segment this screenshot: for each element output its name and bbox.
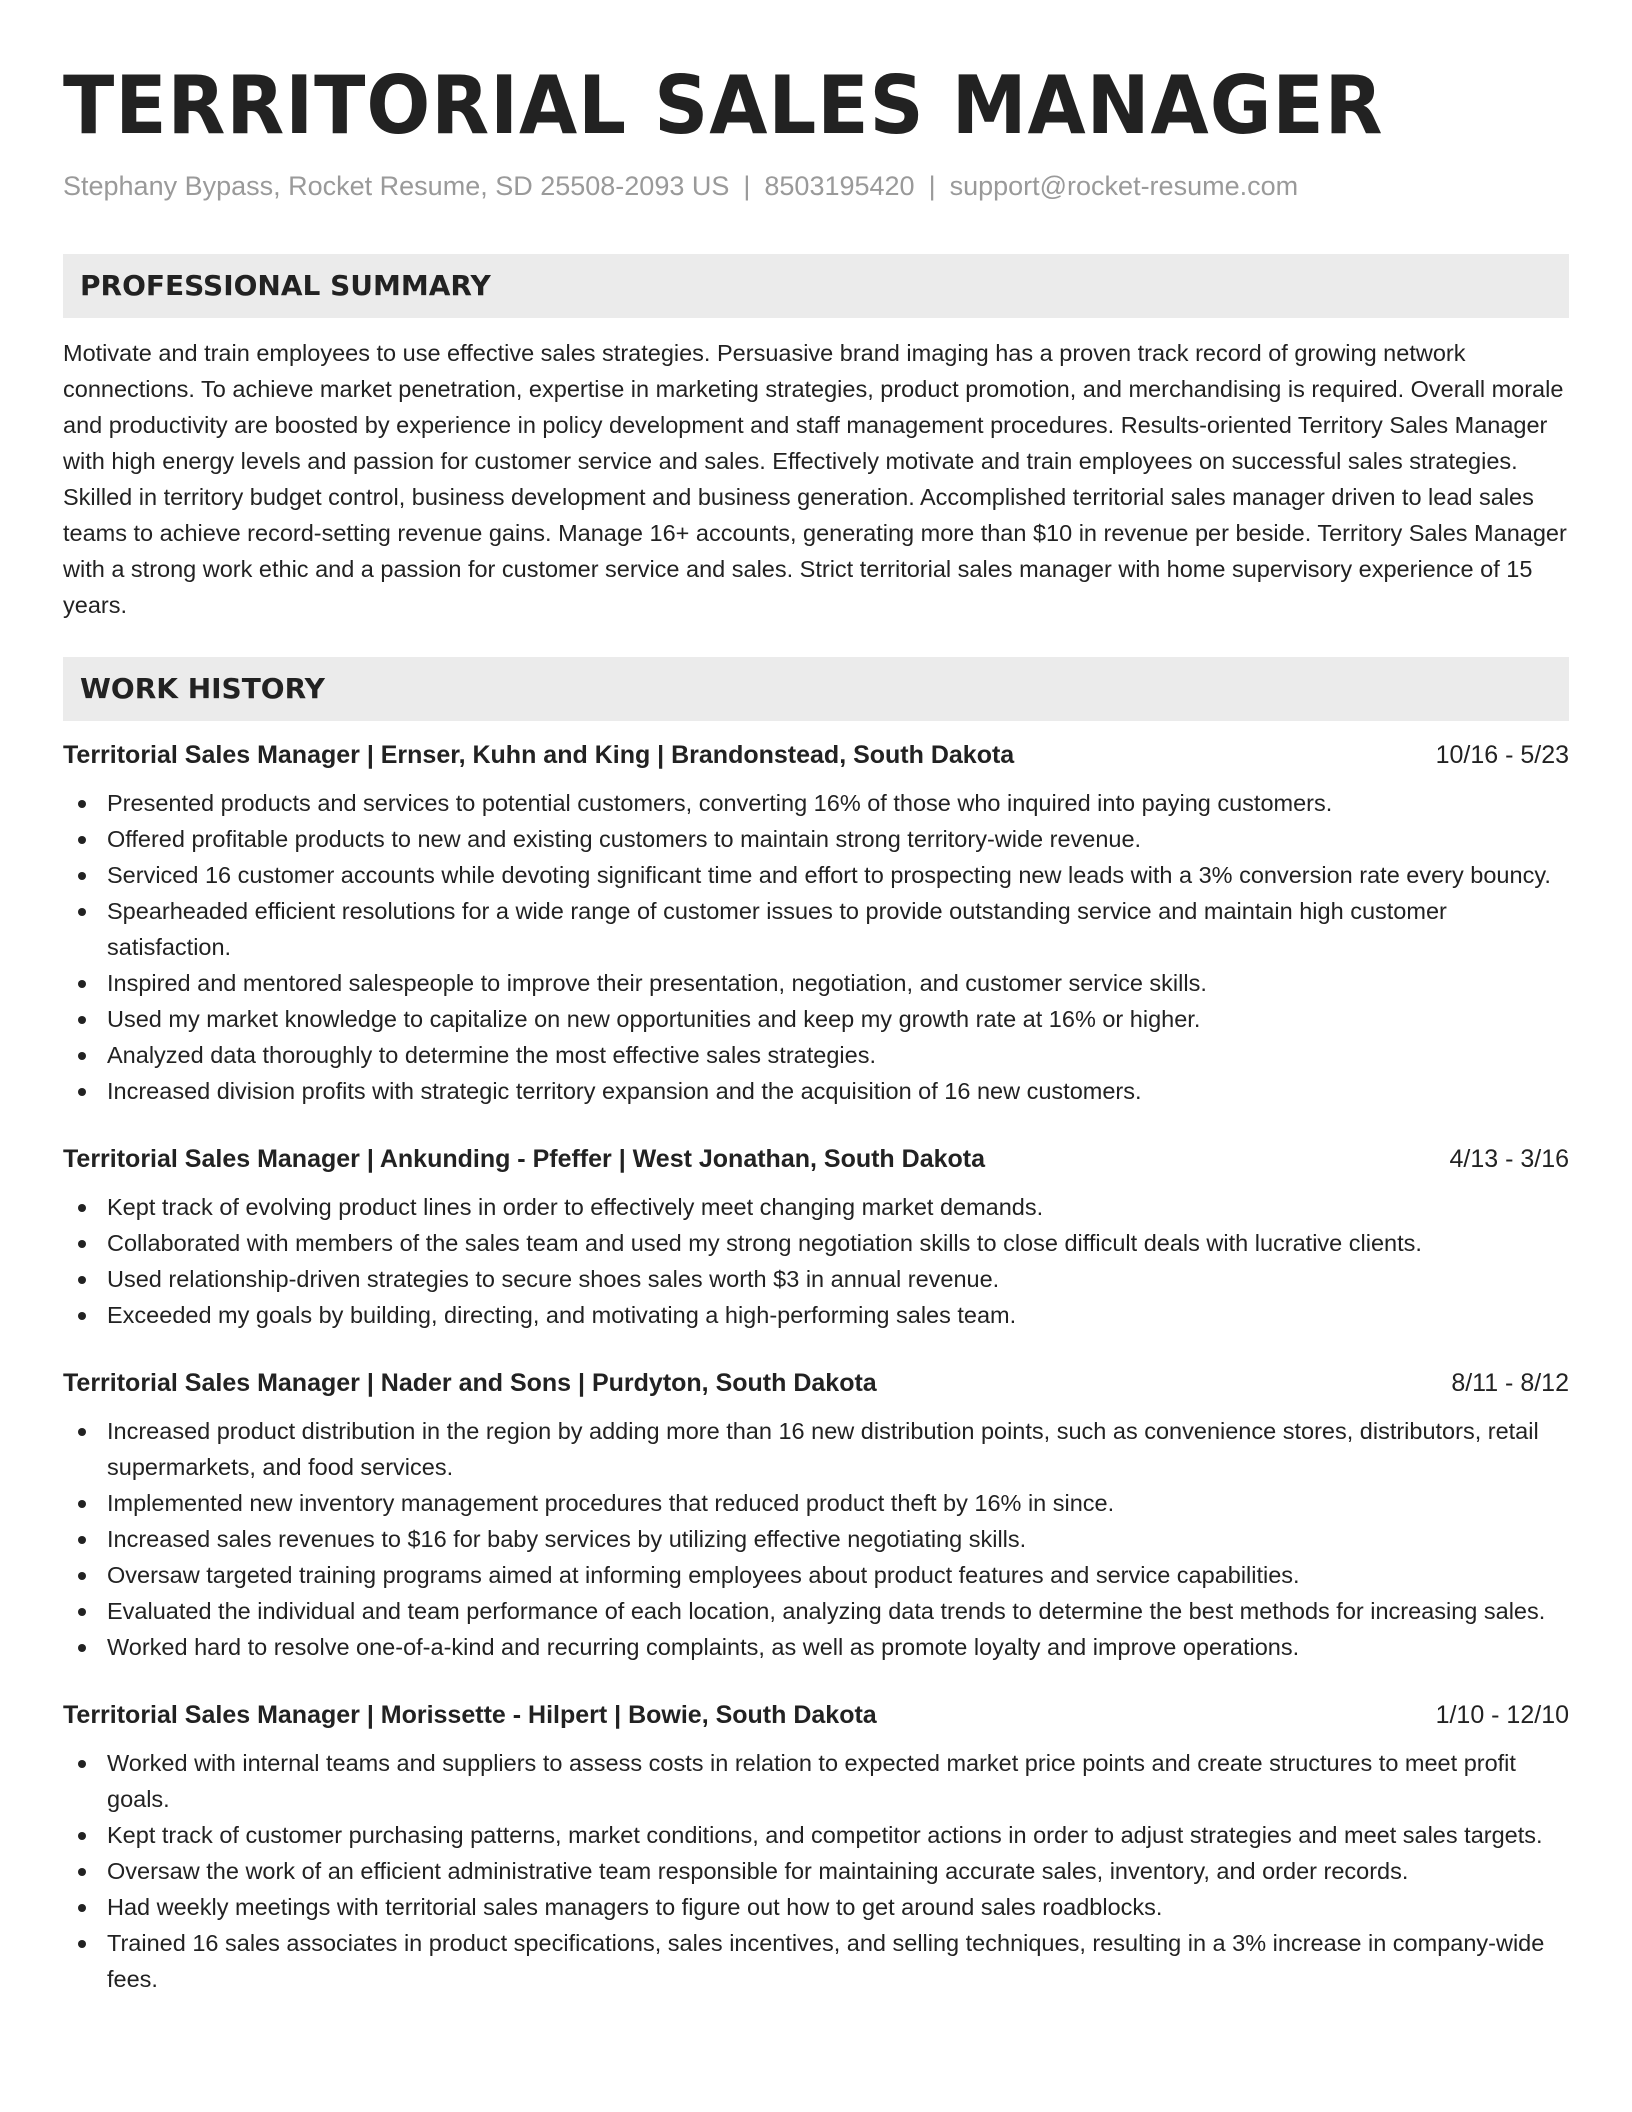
bullet-dot-icon: [78, 1088, 86, 1096]
job-bullet: [63, 1485, 1569, 1521]
job-bullet: [63, 1001, 1569, 1037]
job-bullet-text: Increased division profits with strategic territory expansion and the acquisition of 16 new customers.: [107, 1078, 1142, 1104]
bullet-dot-icon: [78, 1904, 86, 1912]
job-bullet: [63, 1037, 1569, 1073]
job-bullet: [63, 1261, 1569, 1297]
job-bullet: [63, 1521, 1569, 1557]
bullet-dot-icon: [78, 1240, 86, 1248]
bullet-dot-icon: [78, 1536, 86, 1544]
job-title: Territorial Sales Manager | Morissette - Hilpert | Bowie, South Dakota: [63, 1701, 877, 1729]
job-header: [63, 1363, 1569, 1403]
job-bullet-text: Collaborated with members of the sales team and used my strong negotiation skills to close difficult deals with lucrative clients.: [107, 1230, 1422, 1256]
job-bullet-list: [63, 785, 1569, 1109]
bullet-dot-icon: [78, 1276, 86, 1284]
job-header: [63, 1139, 1569, 1179]
job-bullet-text: Increased sales revenues to $16 for baby services by utilizing effective negotiating skills.: [107, 1526, 1027, 1552]
summary-text: Motivate and train employees to use effective sales strategies. Persuasive brand imaging has a proven track record of growing network connections. To achieve market penetration, expertise in marketing strategies, product promotion, and merchandising is required. Overall morale and productivity are boosted by experience in policy development and staff management procedures. Results-oriented Territory Sales Manager with high energy levels and passion for customer service and sales. Effectively motivate and train employees on successful sales strategies. Skilled in territory budget control, business development and business generation. Accomplished territorial sales manager driven to lead sales teams to achieve record-setting revenue gains. Manage 16+ accounts, generating more than $10 in revenue per beside. Territory Sales Manager with a strong work ethic and a passion for customer service and sales. Strict territorial sales manager with home supervisory experience of 15 years.: [63, 340, 1567, 618]
job-bullet-text: Used relationship-driven strategies to secure shoes sales worth $3 in annual revenue.: [107, 1266, 1000, 1292]
bullet-dot-icon: [78, 1016, 86, 1024]
contact-address: Stephany Bypass, Rocket Resume, SD 25508-2093 US: [63, 171, 730, 201]
bullet-dot-icon: [78, 908, 86, 916]
section-header-work-history: WORK HISTORY: [63, 657, 1569, 721]
job-bullet: [63, 1413, 1569, 1485]
job-bullet: [63, 1225, 1569, 1261]
contact-email: support@rocket-resume.com: [949, 171, 1299, 201]
job-dates: 1/10 - 12/10: [1435, 1701, 1569, 1729]
job-bullet: [63, 1189, 1569, 1225]
job-bullet: [63, 893, 1569, 965]
job-bullet: [63, 1745, 1569, 1817]
job-bullet-text: Used my market knowledge to capitalize on new opportunities and keep my growth rate at 16% or higher.: [107, 1006, 1201, 1032]
section-header-summary: PROFESSIONAL SUMMARY: [63, 254, 1569, 318]
job-title: Territorial Sales Manager | Ernser, Kuhn and King | Brandonstead, South Dakota: [63, 741, 1015, 769]
bullet-dot-icon: [78, 1428, 86, 1436]
job-bullet-text: Exceeded my goals by building, directing, and motivating a high-performing sales team.: [107, 1302, 1017, 1328]
job-dates: 8/11 - 8/12: [1451, 1369, 1569, 1397]
job-bullet-text: Kept track of customer purchasing patterns, market conditions, and competitor actions in order to adjust strategies and meet sales targets.: [107, 1822, 1543, 1848]
job-bullet: [63, 1297, 1569, 1333]
job-bullet: [63, 1853, 1569, 1889]
job-dates: 10/16 - 5/23: [1435, 741, 1569, 769]
job-bullet-text: Inspired and mentored salespeople to improve their presentation, negotiation, and customer service skills.: [107, 970, 1207, 996]
job-bullet: [63, 785, 1569, 821]
job-entry: [63, 1695, 1569, 1997]
job-dates: 4/13 - 3/16: [1449, 1145, 1569, 1173]
job-entry: [63, 1139, 1569, 1333]
bullet-dot-icon: [78, 1500, 86, 1508]
bullet-dot-icon: [78, 1832, 86, 1840]
bullet-dot-icon: [78, 1868, 86, 1876]
bullet-dot-icon: [78, 1204, 86, 1212]
contact-separator: |: [743, 171, 751, 201]
job-bullet-list: [63, 1413, 1569, 1665]
bullet-dot-icon: [78, 980, 86, 988]
job-bullet-text: Increased product distribution in the region by adding more than 16 new distribution points, such as convenience stores, distributors, retail supermarkets, and food services.: [107, 1418, 1539, 1480]
bullet-dot-icon: [78, 836, 86, 844]
contact-phone: 8503195420: [764, 171, 915, 201]
bullet-dot-icon: [78, 1760, 86, 1768]
job-bullet-text: Oversaw targeted training programs aimed at informing employees about product features and service capabilities.: [107, 1562, 1300, 1588]
job-bullet: [63, 965, 1569, 1001]
job-entry: [63, 1363, 1569, 1665]
job-bullet-text: Serviced 16 customer accounts while devoting significant time and effort to prospecting new leads with a 3% conversion rate every bouncy.: [107, 862, 1551, 888]
job-header: [63, 735, 1569, 775]
job-bullet: [63, 1925, 1569, 1997]
job-bullet: [63, 857, 1569, 893]
bullet-dot-icon: [78, 1608, 86, 1616]
job-bullet-text: Worked with internal teams and suppliers to assess costs in relation to expected market price points and create structures to meet profit goals.: [107, 1750, 1516, 1812]
job-bullet: [63, 1889, 1569, 1925]
bullet-dot-icon: [78, 872, 86, 880]
job-bullet-text: Worked hard to resolve one-of-a-kind and recurring complaints, as well as promote loyalty and improve operations.: [107, 1634, 1300, 1660]
job-bullet-text: Kept track of evolving product lines in order to effectively meet changing market demands.: [107, 1194, 1044, 1220]
job-bullet-text: Trained 16 sales associates in product specifications, sales incentives, and selling techniques, resulting in a 3% increase in company-wide fees.: [107, 1930, 1545, 1992]
job-bullet-text: Presented products and services to potential customers, converting 16% of those who inquired into paying customers.: [107, 790, 1333, 816]
bullet-dot-icon: [78, 800, 86, 808]
job-title: Territorial Sales Manager | Nader and Sons | Purdyton, South Dakota: [63, 1369, 877, 1397]
job-bullet-list: [63, 1189, 1569, 1333]
bullet-dot-icon: [78, 1572, 86, 1580]
job-bullet: [63, 1073, 1569, 1109]
job-title: Territorial Sales Manager | Ankunding - Pfeffer | West Jonathan, South Dakota: [63, 1145, 986, 1173]
job-bullet: [63, 1557, 1569, 1593]
contact-line: [63, 168, 1569, 204]
job-bullet-list: [63, 1745, 1569, 1997]
bullet-dot-icon: [78, 1940, 86, 1948]
job-bullet-text: Implemented new inventory management procedures that reduced product theft by 16% in since.: [107, 1490, 1115, 1516]
contact-separator: |: [928, 171, 936, 201]
bullet-dot-icon: [78, 1312, 86, 1320]
resume-name: TERRITORIAL SALES MANAGER: [63, 59, 1384, 152]
job-bullet-text: Spearheaded efficient resolutions for a wide range of customer issues to provide outstanding service and maintain high customer satisfaction.: [107, 898, 1447, 960]
bullet-dot-icon: [78, 1644, 86, 1652]
job-bullet: [63, 1629, 1569, 1665]
job-bullet: [63, 1817, 1569, 1853]
job-bullet: [63, 821, 1569, 857]
job-bullet-text: Analyzed data thoroughly to determine the most effective sales strategies.: [107, 1042, 876, 1068]
job-bullet-text: Oversaw the work of an efficient administrative team responsible for maintaining accurate sales, inventory, and order records.: [107, 1858, 1409, 1884]
job-bullet-text: Evaluated the individual and team performance of each location, analyzing data trends to determine the best methods for increasing sales.: [107, 1598, 1546, 1624]
job-bullet: [63, 1593, 1569, 1629]
bullet-dot-icon: [78, 1052, 86, 1060]
job-bullet-text: Had weekly meetings with territorial sales managers to figure out how to get around sales roadblocks.: [107, 1894, 1163, 1920]
job-bullet-text: Offered profitable products to new and existing customers to maintain strong territory-wide revenue.: [107, 826, 1142, 852]
job-entry: [63, 735, 1569, 1109]
job-header: [63, 1695, 1569, 1735]
